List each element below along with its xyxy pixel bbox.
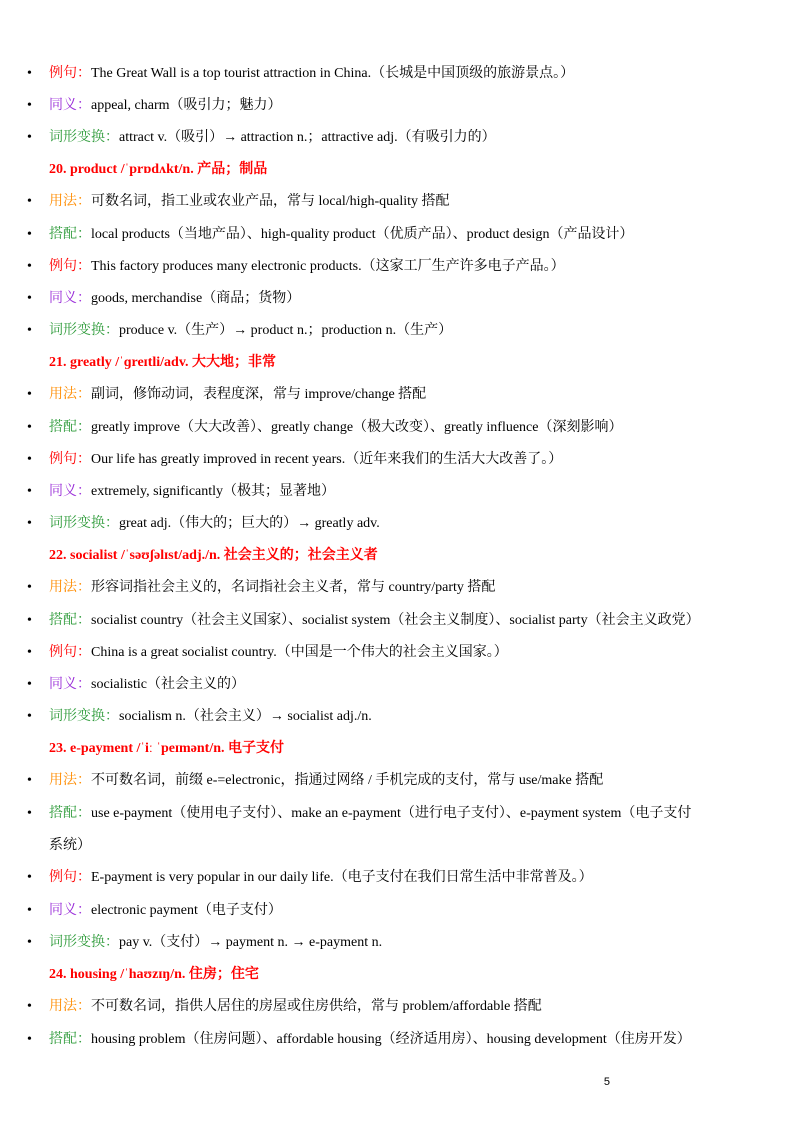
item-label: 例句：	[49, 870, 91, 885]
item-label: 例句：	[49, 645, 91, 660]
wrapped-line: 系统）	[49, 838, 91, 853]
entry-heading: 20. product /ˈprɒdʌkt/n. 产品；制品	[49, 162, 268, 177]
bullet-icon: •	[27, 870, 32, 885]
item-text: 副词，修饰动词，表程度深，常与 improve/change 搭配	[91, 387, 427, 402]
item-text: goods, merchandise（商品；货物）	[91, 291, 301, 306]
item-label: 用法：	[49, 387, 91, 402]
item-label: 同义：	[49, 903, 91, 918]
list-item-content	[49, 805, 691, 823]
item-text: The Great Wall is a top tourist attraction in China.（长城是中国顶级的旅游景点。）	[91, 66, 575, 81]
bullet-icon: •	[27, 1032, 32, 1047]
entry-heading: 23. e-payment /ˈiː ˈpeɪmənt/n. 电子支付	[49, 741, 285, 756]
entry-heading: 24. housing /ˈhaʊzɪŋ/n. 住房；住宅	[49, 967, 259, 982]
bullet-icon: •	[27, 999, 32, 1014]
item-text: 形容词指社会主义的，名词指社会主义者，常与 country/party 搭配	[91, 580, 496, 595]
item-text: Our life has greatly improved in recent years.（近年来我们的生活大大改善了。）	[91, 452, 563, 467]
item-text: 可数名词，指工业或农业产品，常与 local/high-quality 搭配	[91, 194, 450, 209]
item-text: This factory produces many electronic products.（这家工厂生产许多电子产品。）	[91, 259, 565, 274]
item-label: 例句：	[49, 66, 91, 81]
entry-heading: 22. socialist /ˈsəʊʃəlɪst/adj./n. 社会主义的；社会主义者	[49, 548, 378, 563]
bullet-icon: •	[27, 420, 32, 435]
bullet-icon: •	[27, 935, 32, 950]
bullet-icon: •	[27, 452, 32, 467]
bullet-icon: •	[27, 291, 32, 306]
item-text: use e-payment（使用电子支付）、make an e-payment（进行电子支付）、e-payment system（电子支付	[91, 806, 692, 821]
bullet-icon: •	[27, 227, 32, 242]
bullet-icon: •	[27, 323, 32, 338]
list-item-content	[49, 934, 382, 952]
list-item-content	[49, 483, 335, 501]
item-text: pay v.（支付）→ payment n. → e-payment n.	[119, 935, 383, 950]
item-label: 搭配：	[49, 1032, 91, 1047]
item-text: attract v.（吸引）→ attraction n.；attractive adj.（有吸引力的）	[119, 130, 496, 145]
item-label: 同义：	[49, 484, 91, 499]
bullet-icon: •	[27, 387, 32, 402]
item-label: 用法：	[49, 194, 91, 209]
list-item-content	[49, 258, 565, 276]
item-text: 不可数名词，前缀 e-=electronic，指通过网络 / 手机完成的支付，常与 use/make 搭配	[91, 773, 604, 788]
bullet-icon: •	[27, 484, 32, 499]
item-text: China is a great socialist country.（中国是一个伟大的社会主义国家。）	[91, 645, 508, 660]
bullet-icon: •	[27, 516, 32, 531]
list-item-content	[49, 322, 452, 340]
list-item-content	[49, 869, 593, 887]
item-text: local products（当地产品）、high-quality product（优质产品）、product design（产品设计）	[91, 227, 634, 242]
item-label: 词形变换：	[49, 130, 119, 145]
list-item-content	[49, 386, 426, 404]
item-label: 搭配：	[49, 227, 91, 242]
bullet-icon: •	[27, 709, 32, 724]
list-item-content	[49, 644, 508, 662]
list-item-content	[49, 65, 574, 83]
list-item-content	[49, 129, 496, 147]
item-text: socialism n.（社会主义）→ socialist adj./n.	[119, 709, 372, 724]
bullet-icon: •	[27, 613, 32, 628]
item-text: extremely, significantly（极其；显著地）	[91, 484, 336, 499]
list-item-content	[49, 772, 603, 790]
item-label: 词形变换：	[49, 323, 119, 338]
item-label: 同义：	[49, 291, 91, 306]
item-label: 用法：	[49, 773, 91, 788]
list-item-content	[49, 612, 700, 630]
page-number: 5	[603, 1076, 610, 1088]
bullet-icon: •	[27, 259, 32, 274]
bullet-icon: •	[27, 66, 32, 81]
list-item-content	[49, 515, 380, 533]
bullet-icon: •	[27, 677, 32, 692]
item-label: 词形变换：	[49, 935, 119, 950]
item-text: electronic payment（电子支付）	[91, 903, 282, 918]
item-text: greatly improve（大大改善）、greatly change（极大改变）、greatly influence（深刻影响）	[91, 420, 623, 435]
list-item-content	[49, 579, 495, 597]
item-label: 搭配：	[49, 420, 91, 435]
bullet-icon: •	[27, 130, 32, 145]
list-item-content	[49, 676, 245, 694]
item-text: housing problem（住房问题）、affordable housing（经济适用房）、housing development（住房开发）	[91, 1032, 691, 1047]
item-text: 不可数名词，指供人居住的房屋或住房供给，常与 problem/affordable 搭配	[91, 999, 542, 1014]
list-item-content	[49, 998, 542, 1016]
item-text: great adj.（伟大的；巨大的）→ greatly adv.	[119, 516, 380, 531]
list-item-content	[49, 708, 372, 726]
list-item-content	[49, 1031, 691, 1049]
bullet-icon: •	[27, 903, 32, 918]
entry-heading: 21. greatly /ˈɡreɪtli/adv. 大大地；非常	[49, 355, 277, 370]
item-text: socialistic（社会主义的）	[91, 677, 245, 692]
list-item-content	[49, 419, 623, 437]
item-text: produce v.（生产）→ product n.；production n.（生产）	[119, 323, 453, 338]
item-label: 搭配：	[49, 613, 91, 628]
list-item-content	[49, 902, 282, 920]
bullet-icon: •	[27, 645, 32, 660]
item-label: 同义：	[49, 98, 91, 113]
list-item-content	[49, 451, 562, 469]
list-item-content	[49, 290, 300, 308]
bullet-icon: •	[27, 806, 32, 821]
bullet-icon: •	[27, 580, 32, 595]
item-label: 例句：	[49, 452, 91, 467]
item-label: 用法：	[49, 999, 91, 1014]
bullet-icon: •	[27, 773, 32, 788]
list-item-content	[49, 193, 450, 211]
list-item-content	[49, 97, 282, 115]
item-text: socialist country（社会主义国家）、socialist system（社会主义制度）、socialist party（社会主义政党）	[91, 613, 700, 628]
bullet-icon: •	[27, 98, 32, 113]
item-label: 词形变换：	[49, 516, 119, 531]
item-label: 搭配：	[49, 806, 91, 821]
item-label: 词形变换：	[49, 709, 119, 724]
bullet-icon: •	[27, 194, 32, 209]
item-label: 例句：	[49, 259, 91, 274]
item-label: 用法：	[49, 580, 91, 595]
list-item-content	[49, 226, 633, 244]
item-label: 同义：	[49, 677, 91, 692]
item-text: E-payment is very popular in our daily life.（电子支付在我们日常生活中非常普及。）	[91, 870, 593, 885]
item-text: appeal, charm（吸引力；魅力）	[91, 98, 282, 113]
